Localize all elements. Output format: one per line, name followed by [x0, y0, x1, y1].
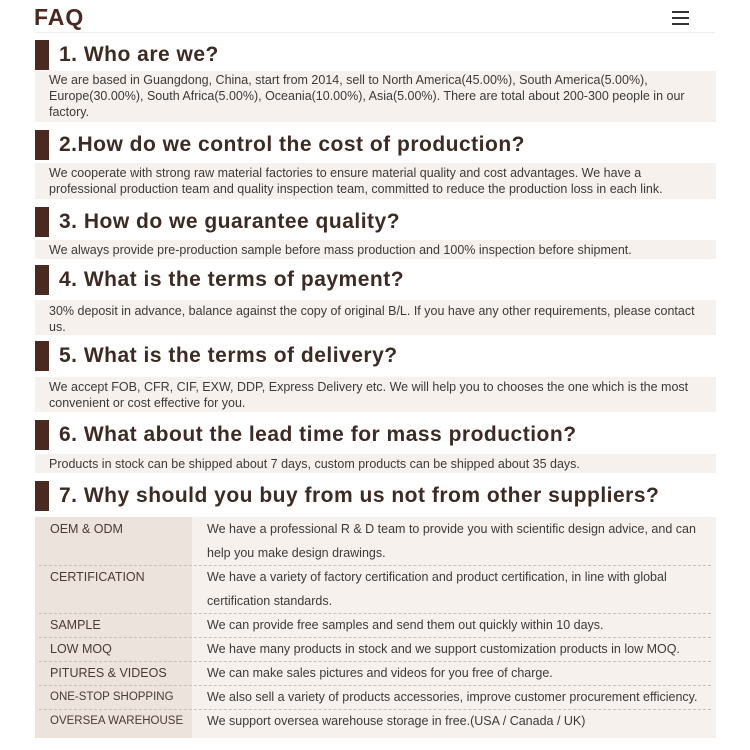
question-marker [35, 481, 49, 511]
reason-value: We also sell a variety of products accessories, improve customer procurement efficiency. [207, 690, 698, 704]
question-title: 3. How do we guarantee quality? [59, 210, 401, 233]
question-marker [35, 420, 49, 450]
faq-answer-6: Products in stock can be shipped about 7 days, custom products can be shipped about 35 days. [35, 454, 716, 473]
question-marker [35, 207, 49, 237]
faq-question-6 [35, 420, 635, 450]
reason-value: We have a professional R & D team to provide you with scientific design advice, and can help you make design drawings. [207, 522, 696, 560]
question-title: 2.How do we control the cost of production? [59, 133, 525, 156]
reasons-table [35, 517, 716, 738]
reason-key: PITURES & VIDEOS [50, 666, 167, 680]
faq-logo: FAQ [34, 4, 85, 30]
table-row [35, 565, 716, 613]
table-row [35, 637, 716, 661]
question-title: 5. What is the terms of delivery? [59, 344, 398, 367]
question-marker [35, 341, 49, 371]
faq-question-1 [35, 40, 335, 70]
question-marker [35, 265, 49, 295]
reason-value: We can provide free samples and send them out quickly within 10 days. [207, 618, 604, 632]
faq-answer-1: We are based in Guangdong, China, start from 2014, sell to North America(45.00%), South America(5.00%), Europe(30.00%), South Africa(5.00%), Oceania(10.00%), Asia(5.00%). There are total about 200-300 people in our factory. [35, 71, 716, 122]
faq-question-7 [35, 481, 695, 511]
reason-value: We can make sales pictures and videos for you free of charge. [207, 666, 553, 680]
table-row [35, 709, 716, 733]
reason-key: SAMPLE [50, 618, 101, 632]
faq-question-2 [35, 130, 655, 160]
question-marker [35, 130, 49, 160]
table-row [35, 685, 716, 709]
table-row [35, 661, 716, 685]
faq-answer-2: We cooperate with strong raw material factories to ensure material quality and cost advantages. We have a professional production team and quality inspection team, committed to reduce the production loss in each link. [35, 163, 716, 199]
reason-key: CERTIFICATION [50, 570, 145, 584]
faq-question-3 [35, 207, 455, 237]
reason-value: We have many products in stock and we support customization products in low MOQ. [207, 642, 680, 656]
reason-key: LOW MOQ [50, 642, 112, 656]
faq-question-5 [35, 341, 455, 371]
reason-key: ONE-STOP SHOPPING [50, 691, 174, 703]
faq-answer-5: We accept FOB, CFR, CIF, EXW, DDP, Express Delivery etc. We will help you to chooses the one which is the most convenient or cost effective for you. [35, 377, 716, 412]
faq-question-4 [35, 265, 455, 295]
question-marker [35, 40, 49, 70]
reason-key: OEM & ODM [50, 522, 123, 536]
faq-answer-4: 30% deposit in advance, balance against the copy of original B/L. If you have any other requirements, please contact us. [35, 300, 716, 335]
reason-value: We support oversea warehouse storage in free.(USA / Canada / UK) [207, 714, 586, 728]
reason-value: We have a variety of factory certification and product certification, in line with global certification standards. [207, 570, 667, 608]
question-title: 6. What about the lead time for mass production? [59, 423, 577, 446]
hamburger-menu-icon[interactable] [672, 11, 689, 25]
table-row [35, 613, 716, 637]
question-title: 7. Why should you buy from us not from other suppliers? [59, 484, 660, 507]
question-title: 4. What is the terms of payment? [59, 268, 405, 291]
page-header [0, 0, 750, 34]
question-title: 1. Who are we? [59, 43, 219, 66]
reason-key: OVERSEA WAREHOUSE [50, 715, 184, 727]
faq-answer-3: We always provide pre-production sample before mass production and 100% inspection before shipment. [35, 240, 716, 259]
header-divider [35, 32, 715, 33]
table-row [35, 517, 716, 565]
